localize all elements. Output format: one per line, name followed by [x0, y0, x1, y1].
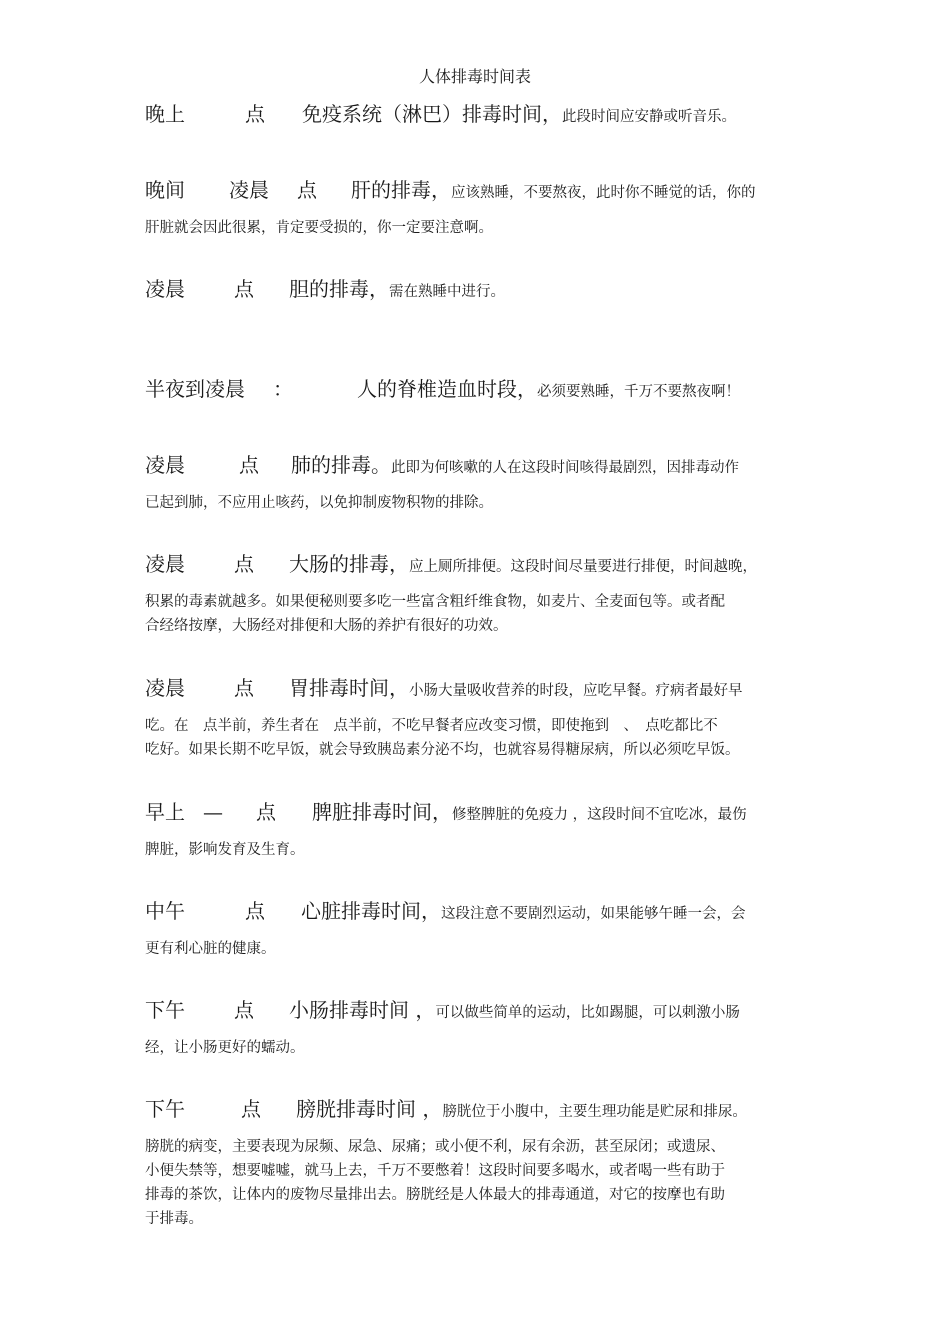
continuation-line: 已起到肺，不应用止咳药，以免抑制废物积物的排除。	[145, 495, 493, 511]
entry-continuation	[145, 590, 810, 638]
schedule-entry-lung	[145, 450, 810, 515]
entry-description: 需在熟睡中进行。	[389, 284, 505, 300]
entry-description: 小肠大量吸收营养的时段，应吃早餐。疗病者最好早	[409, 683, 743, 699]
entry-continuation	[145, 937, 810, 961]
entry-continuation	[145, 1036, 810, 1060]
continuation-line: 脾脏，影响发育及生育。	[145, 842, 305, 858]
entry-time: 凌晨	[145, 453, 185, 477]
entry-unit: 点	[234, 998, 254, 1022]
continuation-line: 吃。在 点半前，养生者在 点半前，不吃早餐者应改变习惯，即使拖到 、 点吃都比不	[145, 718, 718, 734]
entry-unit: 点	[241, 1097, 261, 1121]
continuation-line: 小便失禁等，想要嘘嘘，就马上去，千万不要憋着！这段时间要多喝水，或者喝一些有助于	[145, 1163, 725, 1179]
entry-time-secondary: 凌晨	[229, 178, 269, 202]
schedule-entry-liver	[145, 175, 810, 240]
entry-description: 膀胱位于小腹中，主要生理功能是贮尿和排尿。	[442, 1104, 747, 1120]
continuation-line: 合经络按摩，大肠经对排便和大肠的养护有很好的功效。	[145, 618, 508, 634]
entry-unit: 点	[256, 800, 276, 824]
entry-topic: 免疫系统（淋巴）排毒时间，	[302, 102, 562, 126]
schedule-entry-bladder	[145, 1094, 810, 1231]
schedule-entry-small-intestine	[145, 995, 810, 1060]
entry-description: 应该熟睡，不要熬夜，此时你不睡觉的话，你的	[451, 185, 756, 201]
entry-time: 早上	[145, 800, 185, 824]
schedule-entry-heart	[145, 896, 810, 961]
entry-continuation	[145, 838, 810, 862]
entry-description: 必须要熟睡，千万不要熬夜啊！	[537, 384, 740, 400]
entry-heading	[145, 797, 810, 830]
entry-unit: 点	[245, 102, 265, 126]
schedule-entry-gallbladder	[145, 274, 810, 307]
entry-time: 凌晨	[145, 676, 185, 700]
entry-time: 凌晨	[145, 277, 185, 301]
entry-time: 凌晨	[145, 552, 185, 576]
schedule-entry-immune	[145, 99, 810, 132]
entry-topic: 肺的排毒。	[291, 453, 391, 477]
entry-time: 晚间	[145, 178, 185, 202]
continuation-line: 肝脏就会因此很累，肯定要受损的，你一定要注意啊。	[145, 220, 493, 236]
schedule-entry-spleen	[145, 797, 810, 862]
entry-description: 修整脾脏的免疫力 ，这段时间不宜吃冰，最伤	[452, 807, 747, 823]
entry-heading	[145, 896, 810, 929]
entry-topic: 大肠的排毒，	[289, 552, 409, 576]
entry-topic: 膀胱排毒时间 ，	[296, 1097, 443, 1121]
entry-topic: 心脏排毒时间，	[301, 899, 441, 923]
entry-unit: 点	[239, 453, 259, 477]
entry-topic: 小肠排毒时间 ，	[289, 998, 436, 1022]
entry-time: 下午	[145, 998, 185, 1022]
entry-time: 下午	[145, 1097, 185, 1121]
document-title: 人体排毒时间表	[418, 67, 531, 86]
continuation-line: 吃好。如果长期不吃早饭，就会导致胰岛素分泌不均，也就容易得糖尿病，所以必须吃早饭。	[145, 742, 740, 758]
schedule-entry-spine	[145, 374, 810, 407]
entry-topic: 人的脊椎造血时段，	[357, 377, 537, 401]
entry-heading	[145, 1094, 810, 1127]
entry-unit: 点	[234, 676, 254, 700]
entry-description: 此段时间应安静或听音乐。	[562, 109, 736, 125]
continuation-line: 排毒的茶饮，让体内的废物尽量排出去。膀胱经是人体最大的排毒通道，对它的按摩也有助	[145, 1187, 725, 1203]
continuation-line: 于排毒。	[145, 1211, 203, 1227]
entry-heading	[145, 374, 810, 407]
entry-time: 半夜到凌晨	[145, 377, 245, 401]
entry-heading	[145, 673, 810, 706]
entry-topic: 胃排毒时间，	[289, 676, 409, 700]
continuation-line: 经，让小肠更好的蠕动。	[145, 1040, 305, 1056]
entry-description: 这段注意不要剧烈运动，如果能够午睡一会，会	[441, 906, 746, 922]
entry-unit: 点	[234, 277, 254, 301]
continuation-line: 更有利心脏的健康。	[145, 941, 276, 957]
entry-unit: 点	[245, 899, 265, 923]
entry-time: 中午	[145, 899, 185, 923]
entry-unit: ：	[273, 377, 293, 401]
entry-topic: 肝的排毒，	[351, 178, 451, 202]
continuation-line: 膀胱的病变，主要表现为尿频、尿急、尿痛；或小便不利，尿有余沥，甚至尿闭；或遗尿、	[145, 1139, 725, 1155]
entry-heading	[145, 274, 810, 307]
entry-dash: —	[203, 800, 223, 824]
entry-description: 此即为何咳嗽的人在这段时间咳得最剧烈，因排毒动作	[391, 460, 739, 476]
entry-heading	[145, 549, 810, 582]
entry-heading	[145, 450, 810, 483]
entry-continuation	[145, 714, 810, 762]
schedule-entry-large-intestine	[145, 549, 810, 638]
entry-topic: 脾脏排毒时间，	[312, 800, 452, 824]
continuation-line: 积累的毒素就越多。如果便秘则要多吃一些富含粗纤维食物，如麦片、全麦面包等。或者配	[145, 594, 725, 610]
entry-topic: 胆的排毒，	[289, 277, 389, 301]
entry-continuation	[145, 216, 810, 240]
entry-unit: 点	[234, 552, 254, 576]
entry-heading	[145, 995, 810, 1028]
schedule-entry-stomach	[145, 673, 810, 762]
entry-description: 可以做些简单的运动，比如踢腿，可以刺激小肠	[435, 1005, 740, 1021]
entry-continuation	[145, 491, 810, 515]
entry-unit: 点	[297, 178, 317, 202]
entry-description: 应上厕所排便。这段时间尽量要进行排便，时间越晚，	[409, 559, 757, 575]
entry-heading	[145, 175, 810, 208]
entry-time: 晚上	[145, 102, 185, 126]
entry-heading	[145, 99, 810, 132]
entry-continuation	[145, 1135, 810, 1231]
